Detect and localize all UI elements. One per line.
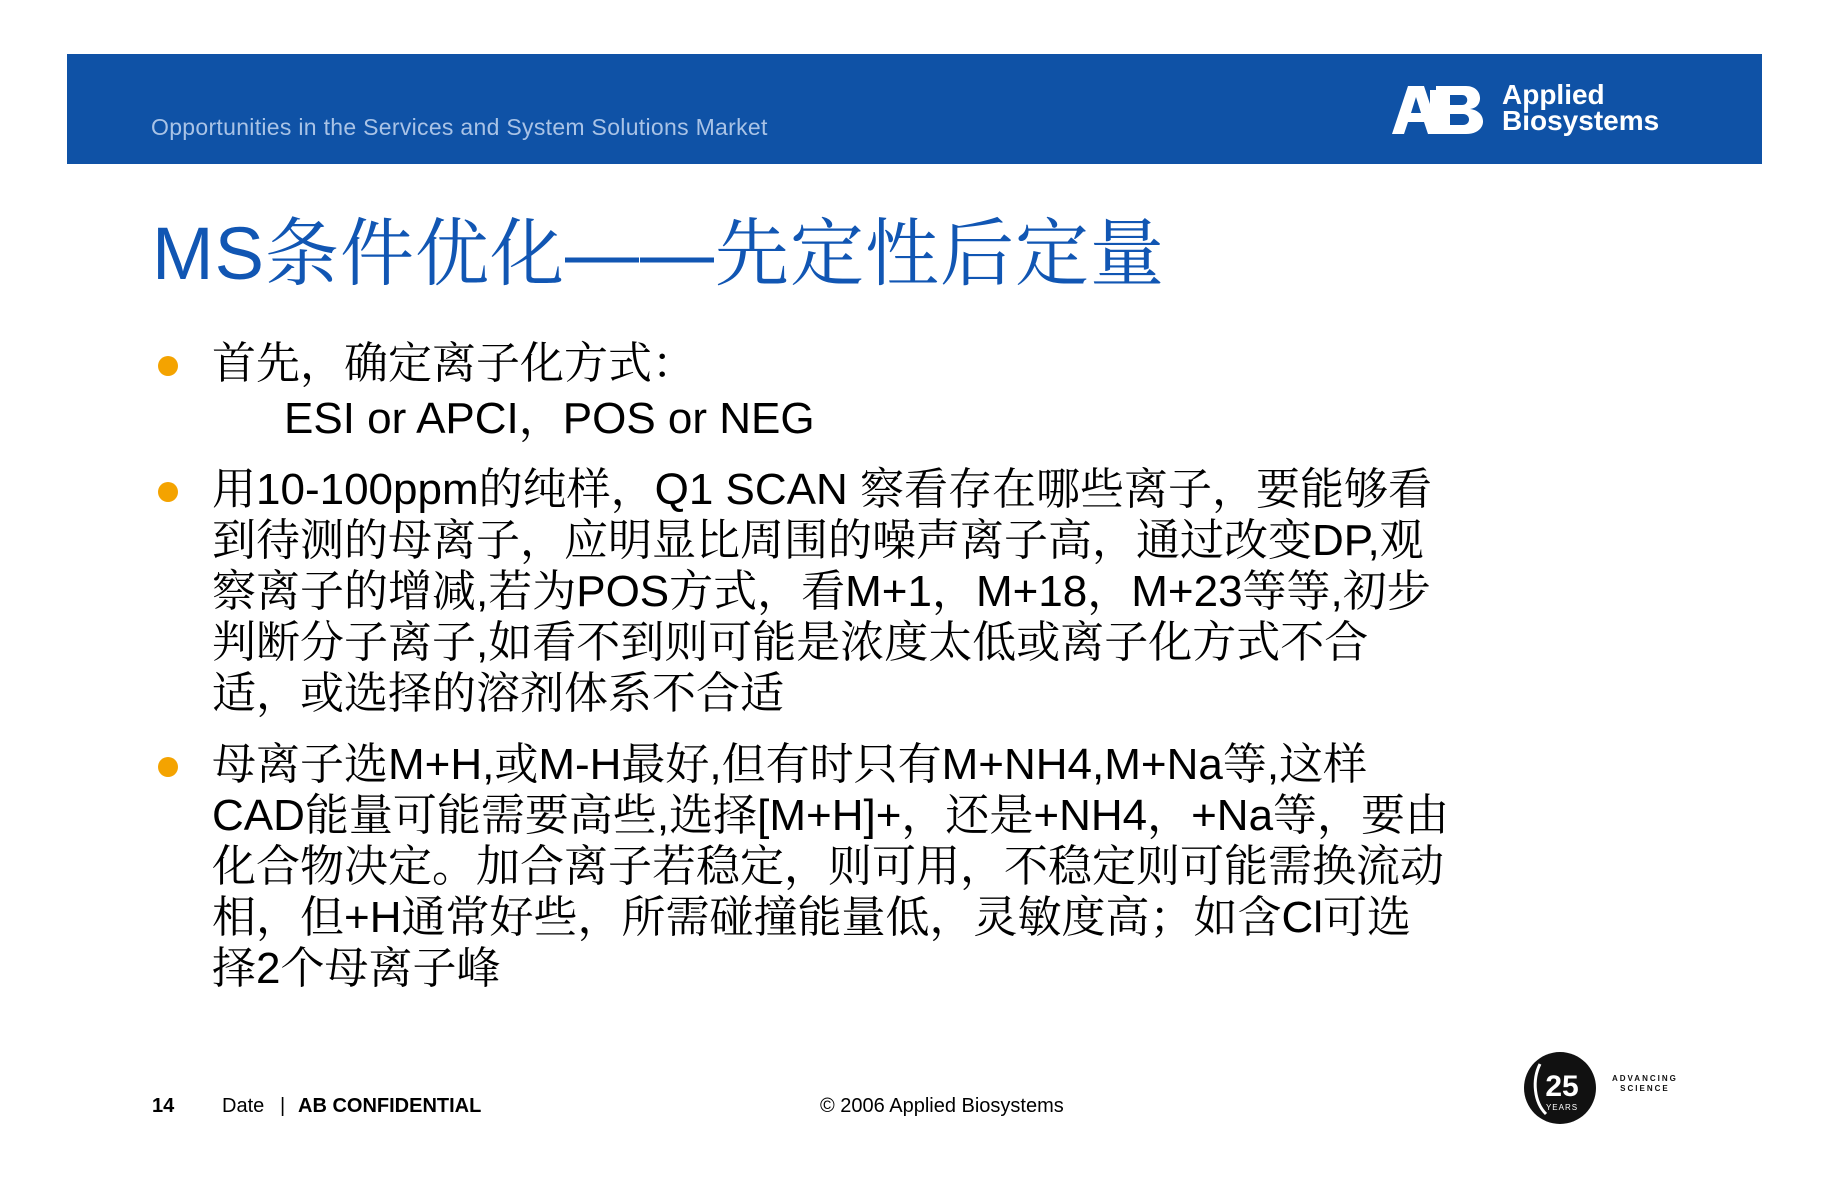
header-band	[67, 54, 1762, 164]
bullet-dot-icon	[158, 757, 178, 777]
bullet-text-line: 用10-100ppm的纯样，Q1 SCAN 察看存在哪些离子，要能够看	[212, 465, 1432, 514]
bullet-sub-text-line: ESI or APCI，POS or NEG	[284, 394, 815, 443]
applied-biosystems-logo	[1392, 79, 1692, 138]
tagline-science: SCIENCE	[1620, 1084, 1670, 1093]
anniversary-years: YEARS	[1545, 1103, 1579, 1112]
bullet-dot-icon	[158, 356, 178, 376]
bullet-text-line: 化合物决定。加合离子若稳定，则可用，不稳定则可能需换流动	[212, 842, 1444, 891]
bullet-text-line: 判断分子离子,如看不到则可能是浓度太低或离子化方式不合	[212, 618, 1369, 667]
logo-wordmark	[1502, 79, 1660, 136]
footer-confidential: AB CONFIDENTIAL	[298, 1095, 482, 1117]
bullet-text-line: 母离子选M+H,或M-H最好,但有时只有M+NH4,M+Na等,这样	[212, 740, 1368, 789]
anniversary-25-years-icon	[1522, 1050, 1598, 1126]
footer-date: Date	[222, 1095, 265, 1117]
bullet-text-line: 首先，确定离子化方式：	[212, 339, 696, 388]
bullet-dot-icon	[158, 482, 178, 502]
footer-page-number: 14	[152, 1095, 175, 1117]
advancing-science-tagline	[1612, 1074, 1678, 1094]
logo-line-biosystems: Biosystems	[1502, 105, 1660, 136]
bullet-item	[152, 739, 1712, 994]
tagline-advancing: ADVANCING	[1612, 1074, 1678, 1083]
bullet-item	[152, 464, 1712, 719]
footer-separator: |	[280, 1095, 286, 1117]
bullet-text-line: 适，或选择的溶剂体系不合适	[212, 669, 784, 718]
bullet-item	[152, 338, 1712, 444]
ab-logo-mark-icon	[1392, 86, 1492, 134]
bullet-list	[152, 338, 1712, 994]
bullet-text-line: 到待测的母离子，应明显比周围的噪声离子高，通过改变DP,观	[212, 516, 1424, 565]
bullet-text-line: CAD能量可能需要高些,选择[M+H]+，还是+NH4，+Na等，要由	[212, 791, 1450, 840]
bullet-text-line: 择2个母离子峰	[212, 944, 501, 993]
anniversary-number: 25	[1545, 1070, 1579, 1103]
anniversary-logo	[1522, 1050, 1692, 1126]
slide-title: MS条件优化——先定性后定量	[152, 212, 1165, 295]
logo-line-applied: Applied	[1502, 79, 1605, 110]
header-subtitle: Opportunities in the Services and System Solutions Market	[151, 114, 768, 140]
bullet-text-line: 察离子的增减,若为POS方式，看M+1，M+18，M+23等等,初步	[212, 567, 1431, 616]
footer-copyright: © 2006 Applied Biosystems	[820, 1095, 1064, 1117]
bullet-text-line: 相，但+H通常好些，所需碰撞能量低，灵敏度高；如含Cl可选	[212, 893, 1412, 942]
